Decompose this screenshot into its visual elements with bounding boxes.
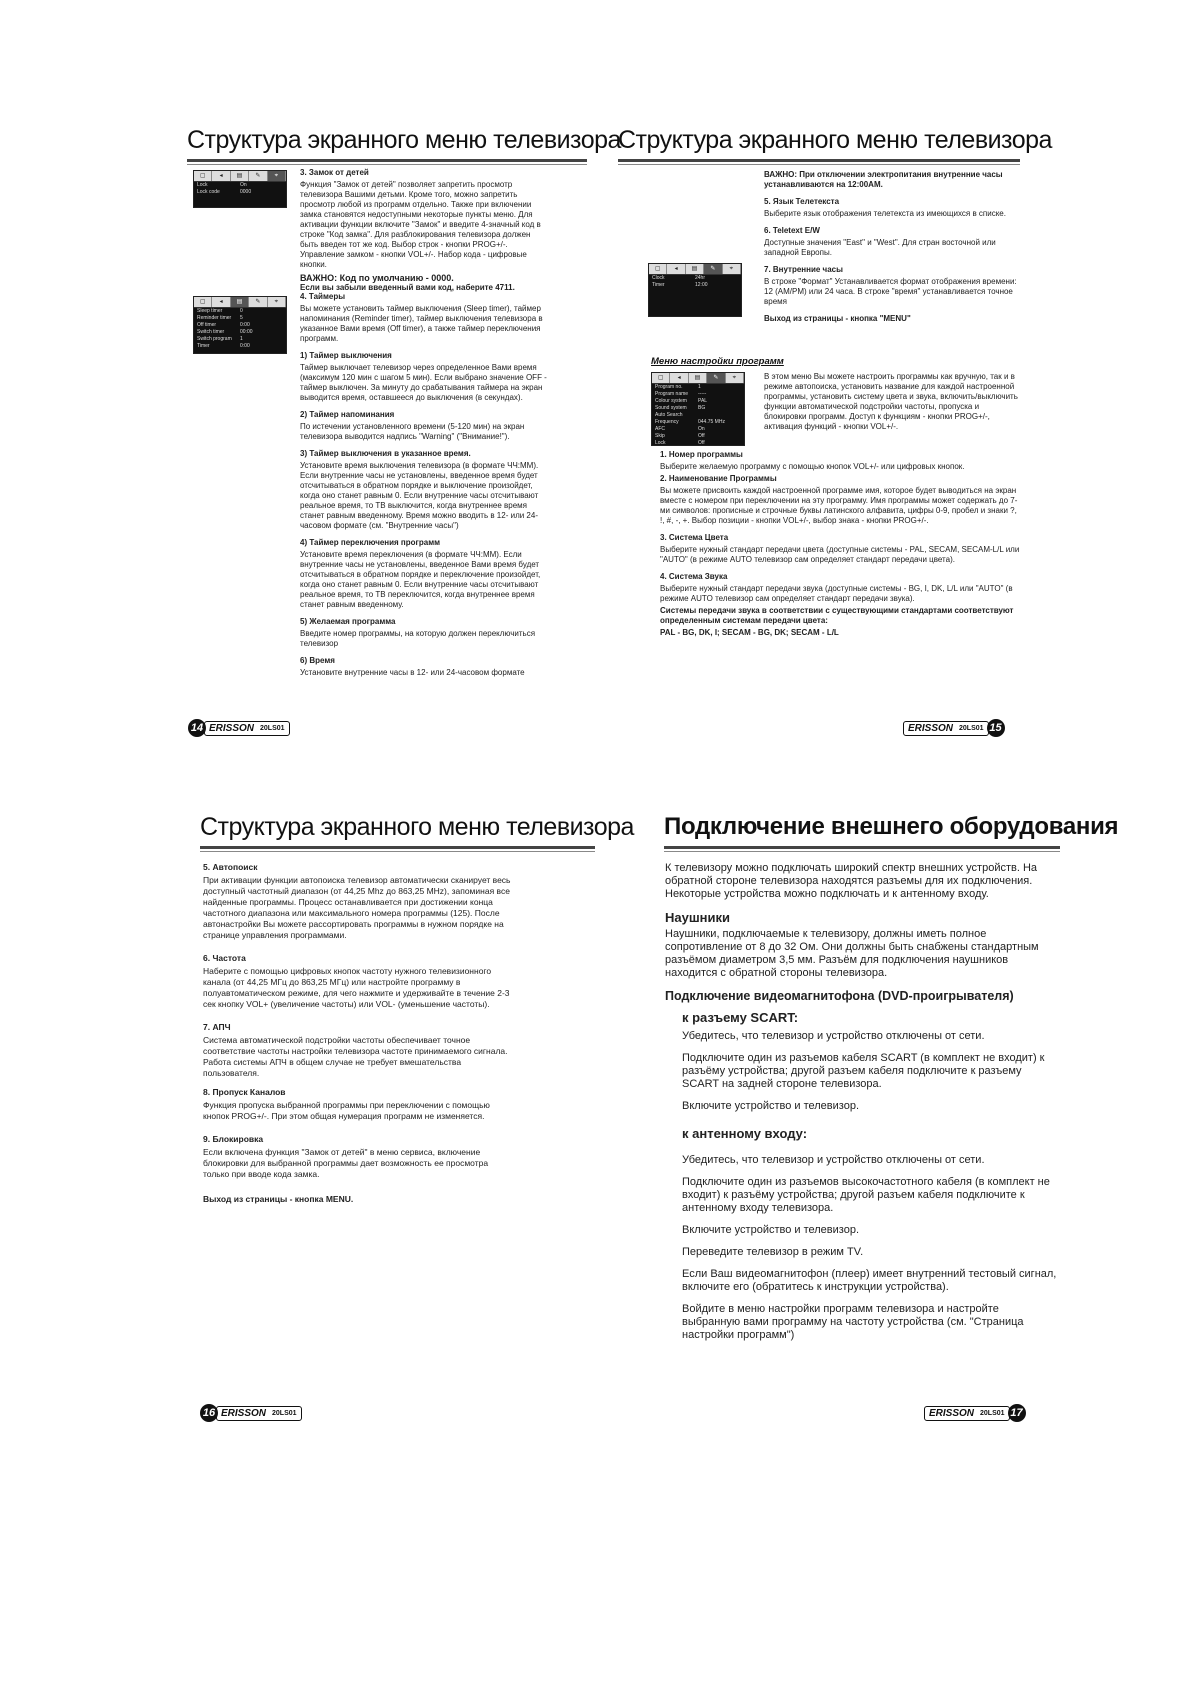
model-number: 20LS01 — [980, 1409, 1005, 1417]
osd-menu-row-value: Off — [698, 433, 705, 439]
brand-logo: ERISSON — [221, 1407, 267, 1419]
osd-menu-row-label: Timer — [652, 282, 665, 288]
osd-menu-row — [652, 419, 744, 426]
brand-badge — [903, 721, 989, 736]
timer-heading: 5) Желаемая программа — [300, 617, 396, 626]
item-heading: 1. Номер программы — [660, 450, 743, 459]
program-setup-subheading: Меню настройки программ — [651, 356, 784, 367]
osd-menu-row-label: Switch program — [197, 336, 232, 342]
important-note: ВАЖНО: При отключении электропитания внутренние часы устанавливаются на 12:00AM. — [764, 170, 1003, 189]
lock-tab-icon: ⌖ — [268, 297, 286, 307]
page-footer — [200, 1404, 302, 1422]
antenna-step: Если Ваш видеомагнитофон (плеер) имеет внутренний тестовый сигнал, включите его (обратитесь к инструкции устройства). — [682, 1268, 1057, 1293]
antenna-heading: к антенному входу: — [682, 1126, 808, 1141]
sound-tab-icon: ◂ — [212, 171, 230, 181]
osd-menu-row-label: Auto Search — [655, 412, 683, 418]
picture-tab-icon: ▢ — [649, 264, 667, 274]
picture-tab-icon: ▢ — [652, 373, 670, 383]
tools-tab-icon: ✎ — [704, 264, 722, 274]
timer-text: Введите номер программы, на которую должен переключиться телевизор — [300, 629, 536, 648]
antenna-step: Включите устройство и телевизор. — [682, 1224, 859, 1236]
page-footer — [924, 1404, 1026, 1422]
item-text: Выберите нужный стандарт передачи звука (доступные системы - BG, I, DK, L/L или "AUTO" (в режиме AUTO телевизор сам определяет стандарт передачи звука). — [660, 584, 1013, 603]
page-16 — [200, 812, 634, 852]
sound-tab-icon: ◂ — [670, 373, 688, 383]
important-note: ВАЖНО: Код по умолчанию - 0000. — [300, 273, 454, 283]
osd-menu-row-label: Lock — [655, 440, 666, 446]
osd-menu-row-value: 1 — [240, 336, 243, 342]
osd-menu-clock — [648, 263, 742, 317]
osd-menu-row-label: Program no. — [655, 384, 683, 390]
page-number: 17 — [1008, 1404, 1026, 1422]
brand-badge — [216, 1406, 302, 1421]
headphones-heading: Наушники — [665, 910, 731, 925]
osd-menu-row-value: 0:00 — [240, 343, 250, 349]
brand-logo: ERISSON — [929, 1407, 975, 1419]
title-rule-thin — [200, 851, 595, 852]
section-text: Вы можете установить таймер выключения (Sleep timer), таймер напоминания (Reminder timer), таймер выключения телевизора в указанное Вами время (Off timer), а также таймер переключения программ. — [300, 304, 543, 343]
scart-step: Включите устройство и телевизор. — [682, 1100, 859, 1112]
osd-menu-row — [194, 182, 286, 189]
picture-tab-icon: ▢ — [194, 171, 212, 181]
brand-badge — [924, 1406, 1010, 1421]
program-setup-items — [660, 450, 1020, 640]
osd-menu-row-label: Timer — [197, 343, 210, 349]
lock-tab-icon: ⌖ — [723, 264, 741, 274]
antenna-step: Подключите один из разъемов высокочастотного кабеля (в комплект не входит) к разъёму устройства; другой разъем кабеля подключите к антенному входу телевизора. — [682, 1176, 1050, 1214]
osd-menu-row-label: Program name — [655, 391, 689, 397]
osd-menu-tabs — [194, 297, 286, 308]
osd-menu-row-value: 1 — [698, 384, 701, 390]
section-heading: 6. Частота — [203, 953, 246, 963]
title-rule — [187, 159, 587, 162]
model-number: 20LS01 — [959, 724, 984, 732]
title-rule-thin — [664, 851, 1060, 852]
osd-menu-row — [652, 391, 744, 398]
title-rule — [200, 846, 595, 849]
osd-menu-row — [194, 329, 286, 336]
vcr-heading: Подключение видеомагнитофона (DVD-проигрывателя) — [665, 989, 1014, 1003]
section-heading: 6. Teletext E/W — [764, 226, 820, 235]
item-text: Выберите нужный стандарт передачи цвета (доступные системы - PAL, SECAM, SECAM-L/L или "AUTO" (в режиме AUTO телевизор сам определяет стандарт передачи цвета). — [660, 545, 1020, 564]
clock-notes — [764, 170, 1019, 326]
exit-note: Выход из страницы - кнопка MENU. — [203, 1194, 354, 1204]
section-heading: 5. Язык Телетекста — [764, 197, 840, 206]
title-rule — [664, 846, 1060, 849]
page-number: 15 — [987, 719, 1005, 737]
page-number: 14 — [188, 719, 206, 737]
model-number: 20LS01 — [260, 724, 285, 732]
osd-menu-row-label: Clock — [652, 275, 665, 281]
sound-standards-list: PAL - BG, DK, I; SECAM - BG, DK; SECAM - L/L — [660, 628, 839, 637]
section-text: Функция "Замок от детей" позволяет запретить просмотр телевизора Вашими детьми. Кроме того, можно запретить просмотр любой из программ отдельно. Также при включении замка становятся недоступными некоторые пункты меню. Для активации функции включите "Замок" и введите 4-значный код в строке "Код замка". Для разблокирования телевизора должен быть введен тот же код. Выбор строк - кнопки PROG+/-. Управление замком - кнопки VOL+/-. Набор кода - цифровые кнопки. — [300, 180, 541, 269]
osd-menu-row-label: Lock code — [197, 189, 220, 195]
osd-menu-timers — [193, 296, 287, 354]
osd-menu-row-label: Skip — [655, 433, 665, 439]
section-heading: 4. Таймеры — [300, 292, 346, 301]
item-text: Выберите желаемую программу с помощью кнопок VOL+/- или цифровых кнопок. — [660, 462, 965, 471]
page-17 — [664, 812, 1119, 852]
timer-heading: 3) Таймер выключения в указанное время. — [300, 449, 471, 458]
timer-heading: 6) Время — [300, 656, 335, 665]
osd-menu-row-value: 044.75 MHz — [698, 419, 725, 425]
osd-menu-lock — [193, 170, 287, 208]
program-setup-intro: В этом меню Вы можете настроить программы как вручную, так и в режиме автопоиска, установить название для каждой настроенной программы, установить систему цвета и звука, включить/выключить функции автоматической подстройки частоты, пропуска и блокировки программ. Доступ к функциям - кнопки PROG+/-, активация функций - кнопки VOL+/-. — [764, 372, 1018, 431]
section-text: При активации функции автопоиска телевизор автоматически сканирует весь доступный частотный диапазон (от 44,25 Mhz до 863,25 MHz), запоминая все найденные программы. Процесс останавливается при достижении конца частотного диапазона или максимального номера программы (125). После автонастройки Вы можете рассортировать программы в нужном порядке на странице управления программами. — [203, 875, 511, 940]
osd-menu-tabs — [194, 171, 286, 182]
osd-menu-row-value — [698, 412, 741, 419]
osd-menu-row — [652, 398, 744, 405]
osd-menu-row — [194, 308, 286, 315]
exit-note: Выход из страницы - кнопка "MENU" — [764, 314, 911, 323]
osd-menu-row-value: 00:00 — [240, 329, 253, 335]
function-tab-icon: ▤ — [231, 171, 249, 181]
page-footer — [903, 719, 1005, 737]
section-heading: 9. Блокировка — [203, 1134, 264, 1144]
function-tab-icon: ▤ — [689, 373, 707, 383]
page-number: 16 — [200, 1404, 218, 1422]
page-title: Структура экранного меню телевизора — [618, 126, 1052, 154]
section-heading: 7. Внутренние часы — [764, 265, 843, 274]
page-footer — [188, 719, 290, 737]
tools-tab-icon: ✎ — [249, 171, 267, 181]
osd-menu-row-label: AFC — [655, 426, 665, 432]
section-heading: 5. Автопоиск — [203, 862, 258, 872]
osd-menu-row-value: On — [240, 182, 247, 188]
timer-text: Установите время выключения телевизора (в формате ЧЧ:ММ). Если внутренние часы не установлены, введенное время будет отсчитываться в обратном порядке и выключение произойдет, когда оно станет равным 0. Если внутренние часы отсчитывают реальное время, то ТВ выключится, когда внутреннее время станет равным введенному. Время можно вводить в 12- или 24-часовом формате (см. "Внутренние часы") — [300, 461, 539, 530]
item-heading: 3. Система Цвета — [660, 533, 729, 542]
osd-menu-row-value: 0 — [240, 308, 243, 314]
headphones-text: Наушники, подключаемые к телевизору, должны иметь полное сопротивление от 8 до 32 Ом. Они должны быть снабжены стандартным разъёмом диаметром 3,5 мм. Разъём для подключения наушников находится с обратной стороны телевизора. — [665, 928, 1039, 979]
page-14 — [187, 125, 621, 165]
timer-text: Установите время переключения (в формате ЧЧ:ММ). Если внутренние часы не установлены, введенное Вами время будет отсчитываться в обратном порядке и переключение произойдет, когда оно станет равным 0. Если внутренние часы отсчитывают реальное время, то ТВ переключится, когда внутреннее время станет равным введенному. — [300, 550, 541, 609]
osd-menu-row-value: PAL — [698, 398, 708, 404]
osd-menu-row-value: 24hr — [695, 275, 706, 281]
lock-tab-icon: ⌖ — [268, 171, 286, 181]
osd-menu-row-label: Lock — [197, 182, 208, 188]
item-heading: 4. Система Звука — [660, 572, 728, 581]
osd-menu-row-value: 12:00 — [695, 282, 708, 288]
section-text: Доступные значения "East" и "West". Для стран восточной или западной Европы. — [764, 238, 996, 257]
timer-heading: 1) Таймер выключения — [300, 351, 392, 360]
section-text: Функция пропуска выбранной программы при переключении с помощью кнопок PROG+/-. При этом общая нумерация программ не изменяется. — [203, 1100, 490, 1121]
osd-menu-row — [652, 440, 744, 447]
osd-menu-row — [194, 343, 286, 350]
page-title: Структура экранного меню телевизора — [200, 813, 634, 841]
osd-menu-row — [194, 315, 286, 322]
timer-heading: 2) Таймер напоминания — [300, 410, 395, 419]
title-rule-thin — [618, 164, 1020, 165]
brand-badge — [204, 721, 290, 736]
picture-tab-icon: ▢ — [194, 297, 212, 307]
page-title: Подключение внешнего оборудования — [664, 813, 1119, 840]
section-timers — [300, 292, 550, 680]
section-heading: 7. АПЧ — [203, 1022, 231, 1032]
page-15 — [618, 125, 1052, 165]
antenna-step: Убедитесь, что телевизор и устройство отключены от сети. — [682, 1154, 985, 1166]
osd-menu-tabs — [649, 264, 741, 275]
antenna-step: Переведите телевизор в режим TV. — [682, 1246, 864, 1258]
section-text: Выберите язык отображения телетекста из имеющихся в списке. — [764, 209, 1006, 218]
osd-menu-row-label: Off timer — [197, 322, 217, 328]
scart-step: Убедитесь, что телевизор и устройство отключены от сети. — [682, 1030, 985, 1042]
timer-text: Таймер выключает телевизор через определенное Вами время (максимум 120 мин с шагом 5 мин). Если выбрано значение OFF - таймер выключен. За минуту до срабатывания таймера на экран выводится время, оставшееся до выключения (в секундах). — [300, 363, 547, 402]
osd-menu-row-value: BG — [698, 405, 706, 411]
sound-tab-icon: ◂ — [667, 264, 685, 274]
title-rule — [618, 159, 1020, 162]
osd-menu-row-label: Frequency — [655, 419, 679, 425]
brand-logo: ERISSON — [908, 722, 954, 734]
tools-tab-icon: ✎ — [249, 297, 267, 307]
function-tab-icon: ▤ — [686, 264, 704, 274]
osd-menu-row — [649, 282, 741, 289]
tools-tab-icon: ✎ — [707, 373, 725, 383]
forgot-code-note: Если вы забыли введенный вами код, наберите 4711. — [300, 283, 515, 292]
osd-menu-row — [194, 189, 286, 196]
intro-text: К телевизору можно подключать широкий спектр внешних устройств. На обратной стороне телевизора находятся разъемы для их подключения. Некоторые устройства можно подключать и к антенному входу. — [665, 862, 1038, 900]
section-heading: 3. Замок от детей — [300, 168, 369, 177]
function-tab-icon: ▤ — [231, 297, 249, 307]
scart-heading: к разъему SCART: — [682, 1010, 799, 1025]
osd-menu-row-label: Switch timer — [197, 329, 225, 335]
osd-menu-program — [651, 372, 745, 446]
osd-menu-row-label: Sleep timer — [197, 308, 223, 314]
scart-step: Подключите один из разъемов кабеля SCART (в комплект не входит) к разъёму устройства; другой разъем кабеля подключите к разъему SCART на задней стороне телевизора. — [682, 1052, 1045, 1090]
brand-logo: ERISSON — [209, 722, 255, 734]
osd-menu-row-value: 0:00 — [240, 322, 250, 328]
section-text: Система автоматической подстройки частоты обеспечивает точное соответствие частоты настройки телевизора частоте принимаемого сигнала. Работа системы АПЧ в общем случае не требует вмешательства пользователя. — [203, 1035, 508, 1078]
osd-menu-row-label: Colour system — [655, 398, 687, 404]
osd-menu-row — [652, 426, 744, 433]
program-setup-continued — [203, 862, 513, 1207]
osd-menu-row — [652, 433, 744, 440]
osd-menu-row — [652, 384, 744, 391]
osd-menu-row — [194, 322, 286, 329]
antenna-step: Войдите в меню настройки программ телевизора и настройте выбранную вами программу на частоту устройства (см. "Страница настройки программ") — [682, 1303, 1024, 1341]
item-text: Вы можете присвоить каждой настроенной программе имя, которое будет выводиться на экран вместе с номером при переключении на эту программу. Имя программы может содержать до 7-ми символов: прописные и строчные буквы латинского алфавита, цифры 0-9, пробел и знаки ?, !, #, -, +. Выбор позиции - кнопки VOL+/-, выбор знака - кнопки PROG+/-. — [660, 486, 1018, 525]
sound-standards-note: Системы передачи звука в соответствии с существующими стандартами соответствуют определенным системам передачи цвета: — [660, 606, 1014, 625]
item-heading: 2. Наименование Программы — [660, 474, 777, 483]
osd-menu-row-label: Reminder timer — [197, 315, 232, 321]
title-rule-thin — [187, 164, 587, 165]
osd-menu-row-value: 0000 — [240, 189, 252, 195]
section-heading: 8. Пропуск Каналов — [203, 1087, 286, 1097]
osd-menu-row-value: 5 — [240, 315, 243, 321]
timer-text: По истечении установленного времени (5-120 мин) на экран телевизора выводится надпись "Warning" ("Внимание!"). — [300, 422, 525, 441]
osd-menu-row-value: On — [698, 426, 705, 432]
osd-menu-tabs — [652, 373, 744, 384]
section-child-lock — [300, 168, 545, 295]
osd-menu-row-value: ----- — [698, 391, 707, 397]
timer-text: Установите внутренние часы в 12- или 24-часовом формате — [300, 668, 525, 677]
osd-menu-row-value: Off — [698, 440, 705, 446]
section-text: В строке "Формат" Устанавливается формат отображения времени: 12 (AM/PM) или 24 часа. В строке "время" устанавливается точное время — [764, 277, 1017, 306]
timer-heading: 4) Таймер переключения программ — [300, 538, 441, 547]
section-text: Если включена функция "Замок от детей" в меню сервиса, включение блокировки для выбранной программы дает возможность ее просмотра только при вводе кода замка. — [203, 1147, 489, 1179]
section-text: Наберите с помощью цифровых кнопок частоту нужного телевизионного канала (от 44,25 МГц до 863,25 МГц) или настройте программу в полуавтоматическом режиме, для чего нажмите и удерживайте в течение 2-3 сек кнопку VOL+ (увеличение частоты) или VOL- (уменьшение частоты). — [203, 966, 510, 1009]
osd-menu-row — [649, 275, 741, 282]
model-number: 20LS01 — [272, 1409, 297, 1417]
osd-menu-row — [652, 412, 744, 419]
sound-tab-icon: ◂ — [212, 297, 230, 307]
osd-menu-row — [652, 405, 744, 412]
lock-tab-icon: ⌖ — [726, 373, 744, 383]
external-equipment-content — [665, 862, 1060, 1347]
page-title: Структура экранного меню телевизора — [187, 126, 621, 154]
osd-menu-row-label: Sound system — [655, 405, 687, 411]
osd-menu-row — [194, 336, 286, 343]
